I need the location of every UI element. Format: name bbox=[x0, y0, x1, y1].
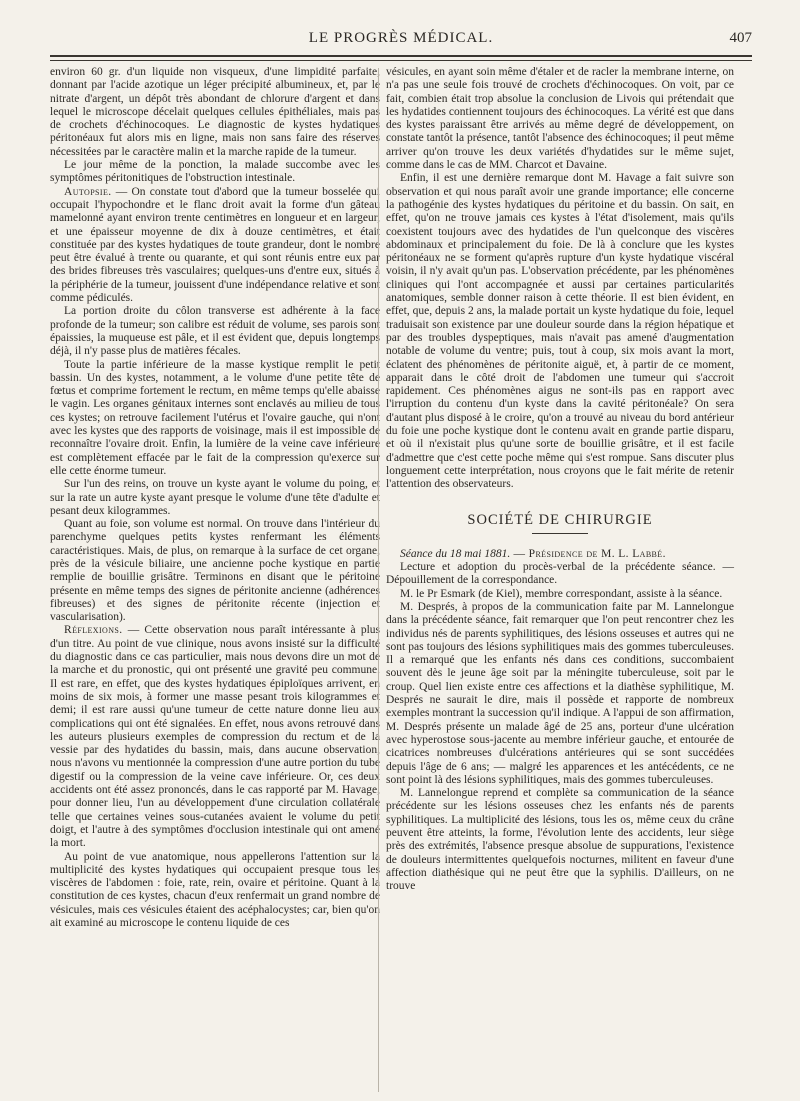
section-rule bbox=[532, 533, 588, 534]
paragraph bbox=[50, 624, 380, 850]
paragraph bbox=[386, 172, 734, 491]
runin-heading: Autopsie. bbox=[64, 185, 112, 198]
paragraph bbox=[50, 851, 380, 931]
paragraph-text: Lecture et adoption du procès-verbal de la précédente séance. — Dépouillement de la correspondance. bbox=[386, 561, 734, 587]
paragraph bbox=[50, 359, 380, 479]
paragraph bbox=[386, 561, 734, 588]
runin-heading: Réflexions. bbox=[64, 624, 123, 637]
paragraph bbox=[50, 518, 380, 624]
paragraph-text: vésicules, en ayant soin même d'étaler et de racler la membrane interne, on n'a pas une seule fois trouvé de crochets d'échinocoques. On voit, par ce fait, combien était trop absolue la conclusion de Livois qui prétendait que les hydatides contiennent toujours des échinocoques. La vérité est que dans des kystes paraissant être arrivés au même degré de développement, on constate tantôt la présence, tantôt l'absence des échinocoques; il peut même arriver qu'on trouve les deux variétés d'hydatides sur le même sujet, comme dans le cas de MM. Charcot et Davaine. bbox=[386, 66, 734, 172]
page-header bbox=[50, 30, 752, 52]
paragraph-text: La portion droite du côlon transverse est adhérente à la face profonde de la tumeur; son calibre est réduit de volume, ses parois sont épaissies, la muqueuse est pâle, et il est évident que, depuis longtemps déjà, il n'y passe plus de matières fécales. bbox=[50, 305, 380, 358]
paragraph-text: Sur l'un des reins, on trouve un kyste ayant le volume du poing, et sur la rate un autre kyste ayant presque le volume d'une tête d'adulte et pesant deux kilogrammes. bbox=[50, 478, 380, 517]
paragraph bbox=[50, 66, 380, 159]
paragraph bbox=[50, 478, 380, 518]
paragraph-text: environ 60 gr. d'un liquide non visqueux, d'une limpidité parfaite, donnant par l'acide azotique un léger précipité albumineux, et, par le nitrate d'argent, un dépôt très abondant de chlorure d'argent et dans lequel le microscope décelait quelques cellules épithéliales, mais pas de crochets d'échinocoques. Le diagnostic de kystes hydatiques péritonéaux fut alors mis en ligne, mais non sans faire des réserves nécessitées par le caractère malin et la marche rapide de la tumeur. bbox=[50, 66, 380, 158]
seance-line bbox=[386, 548, 734, 561]
right-column-text bbox=[386, 66, 734, 492]
paragraph bbox=[386, 787, 734, 893]
seance-date: Séance du 18 mai 1881. bbox=[400, 547, 511, 560]
left-column bbox=[50, 66, 380, 930]
right-column bbox=[386, 66, 734, 894]
paragraph-text: — Cette observation nous paraît intéressante à plus d'un titre. Au point de vue clinique, nous avons insisté sur la difficulté du diagnostic dans ce cas particulier, mais nous devons dire un mot de la marche et du pronostic, qui ont présenté une gravité peu commune. Il est rare, en effet, que des kystes hydatiques épiploïques arrivent, en moins de six mois, à former une masse pesant trois kilogrammes et demi; il est rare aussi qu'une tumeur de cette nature donne lieu aux complications qui ont été signalées. En effet, nous avons retrouvé dans les auteurs plusieurs exemples de compression du rectum et de la vessie par des hydatides du bassin, mais, dans aucune observation, nous n'avons vu mentionnée la compression d'une autre portion du tube digestif ou la compression de la veine cave inférieure. Or, ces deux accidents ont été assez prononcés, dans le cas rapporté par M. Havage, pour donner lieu, l'un au développement d'une circulation collatérale telle que certaines veines sous-cutanées avaient le volume du petit doigt, et l'autre à des symptômes d'occlusion intestinale qui ont amené la mort. bbox=[50, 624, 380, 850]
paragraph bbox=[386, 601, 734, 787]
paragraph bbox=[50, 159, 380, 186]
paragraph-text: — On constate tout d'abord que la tumeur bosselée qui occupait l'hypochondre et le flanc droit avait la forme d'un gâteau mamelonné ayant environ trente centimètres en longueur et en largeur, et une épaisseur moyenne de dix à douze centimètres, et était constituée par des kystes hydatiques de toute grandeur, dont le nombre peut être évalué à trente ou quarante, et qui sont réunis entre eux par des brides fibreuses très vasculaires; quelques-uns d'entre eux, situés à la périphérie de la tumeur, jouissent d'une indépendance relative et sont comme pédiculés. bbox=[50, 185, 380, 305]
paragraph-text: M. Després, à propos de la communication faite par M. Lannelongue dans la précédente séance, fait remarquer que l'on peut rencontrer chez les individus nés de parents syphilitiques, des lésions osseuses et autres qui ne sont pas toujours des lésions syphilitiques mais des gommes tuberculeuses. Il a remarqué que les enfants nés dans ces conditions, succombaient souvent dès le jeune âge soit par la méningite tuberculeuse, soit par le croup. Quel lien existe entre ces affections et la diathèse syphilitique, M. Després ne saurait le dire, mais il possède et rapporte de nombreux exemples montrant la succession qu'il indique. A l'appui de son affirmation, M. Després présente un malade âgé de 25 ans, porteur d'une ulcération avec hyperostose sous-jacente au membre inférieur gauche, et entourée de cicatrices nombreuses d'ulcérations antérieures qui se sont succédées depuis l'âge de 6 ans; — malgré les apparences et les antécédents, ce ne sont point là des lésions syphilitiques, mais des gommes tuberculeuses. bbox=[386, 600, 734, 786]
paragraph-text: Enfin, il est une dernière remarque dont M. Havage a fait suivre son observation et qui nous paraît avoir une grande importance; elle concerne la pathogénie des kystes hydatiques du péritoine et du bassin. On sait, en effet, qu'on ne trouve jamais ces kystes à l'état d'isolement, mais qu'ils coexistent toujours avec des hydatides de l'un quelconque des viscères abdominaux et principalement du foie. De là à conclure que les kystes péritonéaux ne se forment qu'après rupture d'un kyste hydatique viscéral voisin, il n'y avait qu'un pas. L'observation précédente, par les phénomènes cliniques qui l'ont accompagnée et aussi par certaines particularités anatomiques, semble donner raison à cette théorie. Il est bien évident, en effet, que, depuis 2 ans, la malade portait un kyste hydatique du foie, lequel traduisait son existence par une douleur sourde dans la région hépatique et par des troubles dyspeptiques, mais n'avait pas amené d'augmentation notable de volume du ventre; puis, tout à coup, six mois avant la mort, éclatent des phénomènes de péritonite aiguë, et, à partir de ce moment, apparait dans le côté droit de l'abdomen une tumeur qui s'accroit rapidement. Ces phénomènes aigus ne sont-ils pas en rapport avec l'irruption du contenu d'un kyste dans la cavité péritonéale? On sera d'autant plus disposé à le croire, qu'on a trouvé au niveau du bord antérieur du foie une poche kystique dont le contenu avait en grande partie disparu, et où il n'existait plus qu'une sorte de bouillie grisâtre, et il est facile d'admettre que c'est cette poche même qui s'est rompue. Sans discuter plus longuement cette interprétation, nous croyons que le fait mérite de retenir l'attention des observateurs. bbox=[386, 172, 734, 491]
paragraph-text: Toute la partie inférieure de la masse kystique remplit le petit bassin. Un des kystes, notamment, a le volume d'une petite tête de fœtus et comprime fortement le rectum, en même temps qu'elle abaisse le vagin. Les organes génitaux internes sont enclavés au milieu de tous ces kystes; on retrouve facilement l'utérus et l'ovaire gauche, qui n'ont avec les kystes que des rapports de voisinage, mais il est impossible de reconnaître l'ovaire droit. Enfin, la lumière de la veine cave inférieure est complètement effacée par le fait de la compression qu'exerce sur elle cette énorme tumeur. bbox=[50, 358, 380, 477]
paragraph-text: Le jour même de la ponction, la malade succombe avec les symptômes péritonitiques de l'obstruction intestinale. bbox=[50, 159, 380, 185]
seance-presidence: — Présidence de M. L. Labbé. bbox=[510, 547, 666, 560]
header-rule-thin bbox=[50, 60, 752, 61]
column-divider bbox=[378, 68, 379, 1092]
paragraph-text: M. Lannelongue reprend et complète sa communication de la séance précédente sur les lésions osseuses chez les enfants nés de parents syphilitiques. La multiplicité des lésions, tous les os, même ceux du crâne peuvent être atteints, la forme, l'évolution lente des accidents, leur siège près des extrémités, l'absence presque absolue de suppurations, l'existence de douleurs intermittentes quelquefois nocturnes, militent en faveur d'une affection diathésique qui ne peut être que la syphilis. D'ailleurs, on ne trouve bbox=[386, 787, 734, 893]
paragraph bbox=[50, 305, 380, 358]
paragraph bbox=[386, 588, 734, 601]
society-minutes bbox=[386, 561, 734, 893]
paragraph-text: M. le Pr Esmark (de Kiel), membre correspondant, assiste à la séance. bbox=[400, 587, 723, 600]
paragraph bbox=[50, 186, 380, 306]
running-title: LE PROGRÈS MÉDICAL. bbox=[308, 30, 494, 46]
page-number: 407 bbox=[729, 30, 752, 46]
header-rule-thick bbox=[50, 55, 752, 57]
paragraph-text: Quant au foie, son volume est normal. On trouve dans l'intérieur du parenchyme quelques petits kystes renfermant les éléments caractéristiques. Mais, de plus, on remarque à la surface de cet organe, près de la vésicule biliaire, une ancienne poche kystique en partie remplie de bouillie grisâtre. Terminons en disant que le péritoine présente en même temps des signes de péritonite ancienne (adhérences fibreuses) et des signes de péritonite récente (injection et vascularisation). bbox=[50, 518, 380, 624]
paragraph bbox=[386, 66, 734, 172]
section-title: SOCIÉTÉ DE CHIRURGIE bbox=[467, 511, 653, 528]
paragraph-text: Au point de vue anatomique, nous appellerons l'attention sur la multiplicité des kystes hydatiques qui occupaient presque tous les viscères de l'abdomen : foie, rate, rein, ovaire et péritoine. Quant à la constitution de ces kystes, chacun d'eux renfermait un grand nombre de vésicules, mais ces vésicules étaient des acéphalocystes; car, bien qu'on ait examiné au microscope le contenu liquide de ces bbox=[50, 850, 380, 929]
